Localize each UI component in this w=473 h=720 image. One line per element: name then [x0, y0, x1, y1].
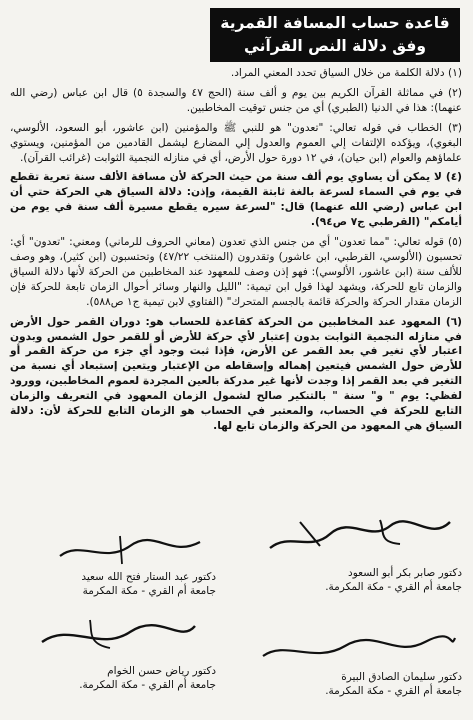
signature-scribble-4: [30, 612, 200, 660]
paragraph-2: (٢) في مماثلة القرآن الكريم بين يوم و ألف سنة (الحج ٤٧ والسجدة ٥) قال ابن عباس (رضي الله عنهما): هذا في الدنيا (الطبري) أي من جنس توقيت المخاطبين.: [10, 86, 463, 114]
document-body: [10, 66, 462, 439]
signatory-affiliation: جامعة أم القري - مكة المكرمة.: [79, 679, 216, 691]
signatory-name: دكتور سليمان الصادق البيرة: [341, 671, 462, 683]
signatory-3: [262, 670, 462, 698]
signatory-name: دكتور عبد الستار فتح الله سعيد: [81, 571, 216, 583]
signatory-2: [16, 570, 216, 598]
signatory-1: [262, 566, 462, 594]
paragraph-5: (٥) قوله تعالي: "مما تعدون" أي من جنس الذي تعدون (معاني الحروف للرماني) ومعني: "تعدون" أي: تحسبون (الألوسي، القرطبي، ابن عاشور) وتقدرون (المنتخب ٤٧/٢٢) وتحتسبون (ابن كثير)، وهو وصف للألف سنة (ابن عاشور، الألوسي): فهو إذن وصف للمعهود عند المخاطبين من الحركة لأنها دلالة السياق والزمان تابع للحركة، ويشهد لهذا قول ابن تيمية: "الليل والنهار وسائر أحوال الزمان تابعة للحركة فإن الزمان مقدار الحركة والحركة قائمة بالجسم المتحرك" (الفتاوي لابن تيمية ج١ ص٥٨٨).: [10, 236, 462, 308]
paragraph-3: (٣) الخطاب في قوله تعالي: "تعدون" هو للنبي ﷺ والمؤمنين (ابن عاشور، أبو السعود، الألوسي، البغوي)، ويؤكده الإلتفات إلي العموم والعدول إلي المضارع ليشمل القادمين من المؤمنين، ويستوي علماؤهم والعوام (ابن حيان)، في ١٢ دورة حول الأرض، أي في منازله النجمية الثوابت (غرائب القرآن).: [10, 121, 462, 164]
signatory-4: [16, 664, 216, 692]
signature-scribble-3: [255, 628, 460, 668]
signatory-affiliation: جامعة أم القري - مكة المكرمة: [82, 585, 216, 597]
document-title: [210, 8, 460, 62]
paragraph-1: (١) دلالة الكلمة من خلال السياق تحدد المعني المراد.: [230, 67, 462, 79]
paragraph-6: (٦) المعهود عند المخاطبين من الحركة كقاعدة للحساب هو: دوران القمر حول الأرض في منازله النجمية الثوابت بدون إعتبار لأي حركة للأرض أو للقمر حول الشمس وبدون اعتبار لأي تغير في بعد القمر عن الأرض، فإذا ثبت وجود أي جزء من حركة القمر أو للأرض حول الشمس فيتعين إهماله وإسقاطه من الإعتبار ويتعين إستبعاد أي نسبة من التغير في بعد القمر إذا وجدت لأنها غير مدركة بالعين المجردة لعموم المخاطبين، وورود لفظي: يوم " و" سنة " بالتنكير صالح لشمول الزمان المعهود في التعريف والزمان التابع للحركة في الحساب، والمعتبر في الحساب هو الزمان التابع للحركة لأن: دلالة السياق هي المعهود من الحركة والزمان تابع لها.: [10, 315, 462, 432]
title-line-1: قاعدة حساب المسافة القمرية: [220, 14, 450, 32]
signature-scribble-2: [50, 530, 210, 570]
signatory-affiliation: جامعة أم القري - مكة المكرمة.: [325, 581, 462, 593]
paragraph-4: (٤) لا يمكن أن يساوي يوم ألف سنة من حيث الحركة لأن مسافة الألف سنة تعرية تقطع في يوم في السماء لسرعة بالغة ثابتة القيمة، وإذن: دلالة السياق هي الحركة حتي أن ابن عباس (رضي الله عنهما) قال: "لسرعة سيره يقطع مسيرة ألف سنة في يوم من أيامكم" (القرطبي ج٧ ص٩٤).: [10, 171, 462, 229]
signatory-affiliation: جامعة أم القري - مكة المكرمة.: [325, 685, 462, 697]
signatory-name: دكتور صابر بكر أبو السعود: [348, 567, 462, 579]
title-line-2: وفق دلالة النص القرآني: [244, 37, 427, 55]
signatory-name: دكتور رياض حسن الخوام: [107, 665, 216, 677]
signature-scribble-1: [260, 512, 460, 558]
